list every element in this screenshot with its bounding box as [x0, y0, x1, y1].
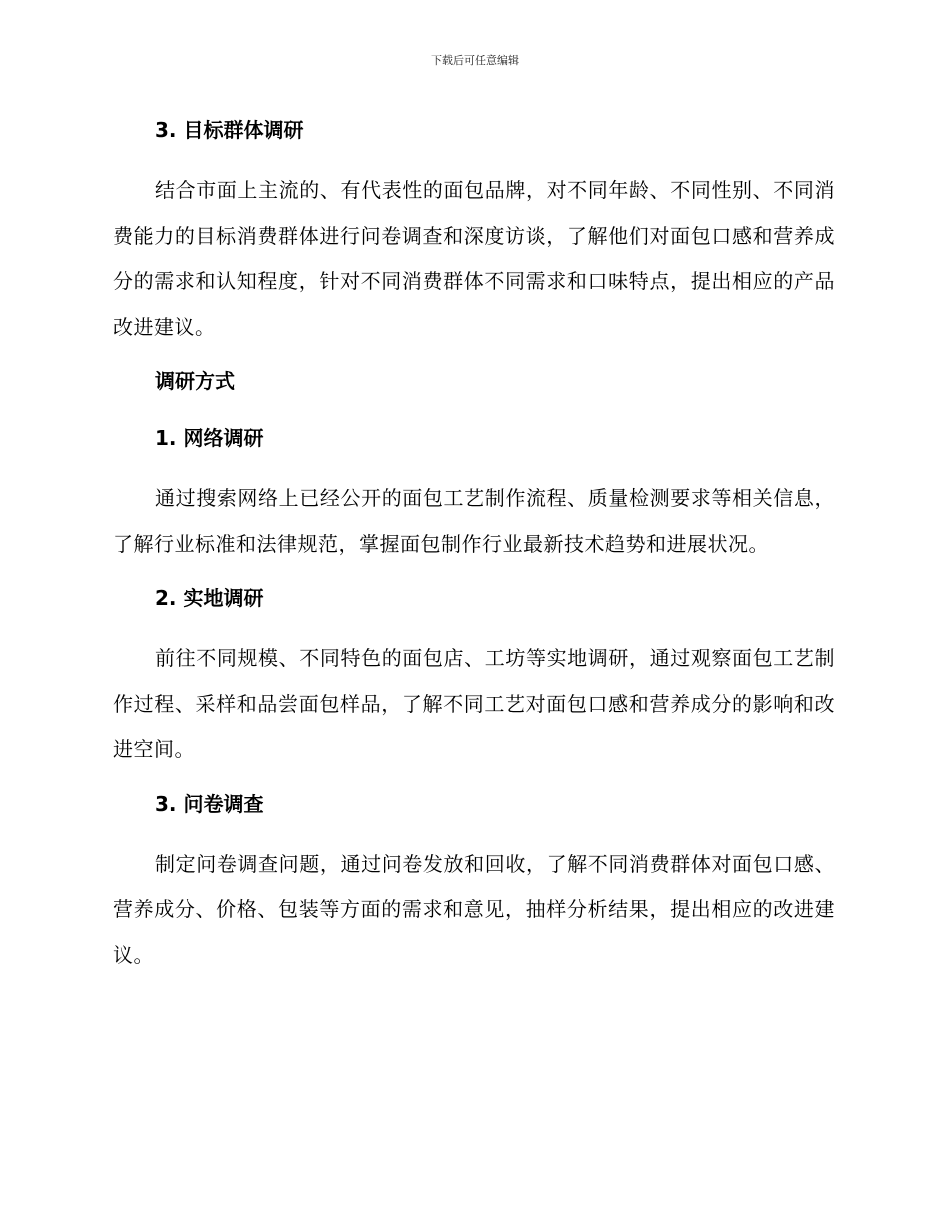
section-heading-field-research: 2. 实地调研 — [155, 586, 264, 610]
section-paragraph-field-research: 前往不同规模、不同特色的面包店、工坊等实地调研，通过观察面包工艺制作过程、采样和品尝面包样品，了解不同工艺对面包口感和营养成分的影响和改进空间。 — [113, 646, 835, 761]
section-paragraph-questionnaire: 制定问卷调查问题，通过问卷发放和回收，了解不同消费群体对面包口感、营养成分、价格、包装等方面的需求和意见，抽样分析结果，提出相应的改进建议。 — [113, 851, 835, 967]
section-heading-target-group: 3. 目标群体调研 — [155, 118, 304, 142]
section-heading-questionnaire: 3. 问卷调查 — [155, 791, 264, 816]
section-paragraph-target-group: 结合市面上主流的、有代表性的面包品牌，对不同年龄、不同性别、不同消费能力的目标消费群体进行问卷调查和深度访谈，了解他们对面包口感和营养成分的需求和认知程度，针对不同消费群体不同需求和口味特点，提出相应的产品改进建议。 — [113, 178, 835, 339]
section-heading-online-research: 1. 网络调研 — [155, 426, 264, 450]
section-paragraph-online-research: 通过搜索网络上已经公开的面包工艺制作流程、质量检测要求等相关信息，了解行业标准和法律规范，掌握面包制作行业最新技术趋势和进展状况。 — [113, 486, 835, 556]
document-body — [113, 111, 835, 990]
page-header-note: 下载后可任意编辑 — [431, 54, 519, 67]
section-heading-research-methods: 调研方式 — [155, 369, 235, 393]
